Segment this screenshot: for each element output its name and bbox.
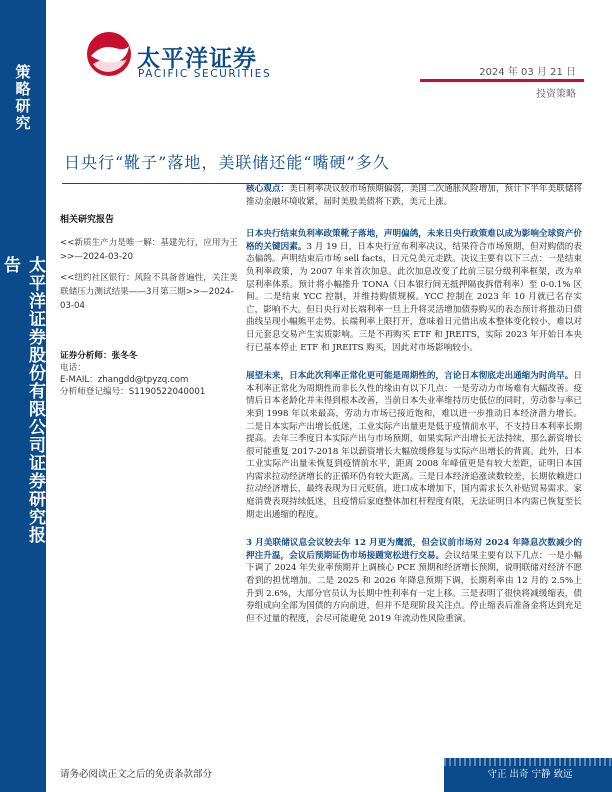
sidebar-category-label: 策略研究	[13, 64, 32, 132]
sidebar-org-label: 太平洋证券股份有限公司证券研究报告	[0, 256, 45, 544]
section-paragraph	[246, 537, 582, 625]
summary-paragraph	[246, 183, 582, 208]
summary-text: 美日利率决议较市场预期偏弱，美国二次通胀风险增加，预计下半年美联储将推动金融环境收紧，届时美股美债将下跌，美元上涨。	[246, 184, 582, 207]
brand-name-cn: 太平洋证券	[137, 46, 257, 72]
analyst-name: 张冬冬	[111, 351, 138, 361]
sidebar-org	[0, 256, 46, 556]
summary-head: 核心观点：	[246, 184, 290, 194]
section-head: 展望未来，日本此次利率正常化更可能是周期性的，言论日本彻底走出通缩为时尚早。	[246, 371, 574, 382]
analyst-email[interactable]: E-MAIL：zhangdd@tpyzq.com	[60, 375, 189, 385]
report-type: 投资策略	[536, 89, 576, 100]
header-divider	[420, 79, 584, 82]
analyst-label: 证券分析师：	[60, 351, 112, 361]
related-item[interactable]: <<纽约社区银行：风险不具备普遍性，关注美联储压力测试结果——3月第三期>>—2024-03-04	[60, 273, 238, 311]
section-paragraph	[246, 370, 582, 521]
section-paragraph	[246, 228, 582, 354]
page-title: 日央行“靴子”落地，美联储还能“嘴硬”多久	[64, 153, 390, 172]
section-head: 日本央行结束负利率政策靴子落地，声明偏鸽，未来日央行政策难以成为影响全球资产价格的关键因素。	[246, 229, 582, 252]
brand-name-en: PACIFIC SECURITIES	[138, 68, 272, 80]
section-text: 3 月 19 日，日本央行宣布利率决议，结果符合市场预期，但对购债的表态偏鸽。声明结束后市场 sell facts，日元兑美元走跌。决议主要有以下三点：一是结束负利率政策，为 2007 年来首次加息。此次加息改变了此前三层分级利率框架，改为单层利率体系。预计将小幅推升 TONA（日本银行间无抵押隔夜拆借利率）至 0-0.1% 区间。二是结束 YCC 控制，并维持购债规模。YCC 控制在 2023 年 10 月就已名存实亡，影响不大。但日央行对长端利率一旦上升将灵活增加债券购买的表态预计将推动日债曲线呈现小幅熊平走势。长端利率上限打开，意味着日元借出成本整体变化较小，难以对日元套息交易产生实质影响。三是不再购买 ETF 和 JREITS，实际 2023 年开始日本央行已基本停止 ETF 和 JREITS 购买，因此对市场影响较小。	[246, 241, 582, 353]
footer-pattern	[444, 758, 612, 766]
section-head: 3 月美联储议息会议较去年 12 月更为鹰派，但会议前市场对 2024 年降息次数减少的押注升温，会议后预期证伪市场接踵宽松进行交易。	[246, 538, 582, 561]
company-logo-icon	[85, 30, 133, 78]
report-date: 2024 年 03 月 21 日	[479, 67, 576, 78]
analyst-info	[60, 350, 238, 398]
section-text: 会议结果主要有以下几点：一是小幅下调了 2024 年失业率预期并上调核心 PCE 预期和经济增长预期，说明联储对经济不愿看到的担忧增加。二是 2025 和 2026 年降息预期下调，长期利率由 12 月的 2.5%上升到 2.6%，大部分官员认为长期中性利率有一定上移。三是表明了很快将减缓缩表，债券组成向全部为国债的方向前进，但并不是现阶段关注点。停止缩表后准备金将达到充足但不过量的程度，会尽可能避免 2019 年流动性风险重演。	[246, 550, 582, 624]
analyst-reg: 分析师登记编号：S1190522040001	[60, 387, 206, 397]
related-item[interactable]: <<新质生产力是唯一解：基建先行，应用为王>>—2024-03-20	[60, 238, 238, 262]
related-heading: 相关研究报告	[60, 215, 115, 225]
related-reports	[60, 212, 238, 320]
report-body	[246, 183, 582, 633]
footer-disclaimer: 请务必阅读正文之后的免责条款部分	[60, 769, 213, 780]
sidebar-category	[0, 64, 46, 144]
section-text: 日本利率正常化为周期性而非长久性的缘由有以下几点：一是劳动力市场难有大幅改善。疫情后日本老龄化并未得到根本改善，当前日本失业率维持历史低位的同时，劳动参与率已来到 1998 年以来最高，劳动力市场已接近饱和，难以进一步推动日本经济潜力增长。二是日本实际产出增长低迷，工业实际产出量更是低于疫情前水平，不支持日本利率长期提高。去年三季度日本实际产出与市场预期，如果实际产出增长无法持续，那么薪资增长很可能重复 2017-2018 年以薪资增长大幅放缓修复与实际产出增长的背离。此外，日本工业实际产出量未恢复到疫情前水平，距离 2008 年峰值更是有较大差距，证明日本国内需求拉动经济增长的正循环仍有较大距离。三是日本经济追涨读数较差，长期依赖进口拉动经济增长，最终表现为日元贬值，进口成本增加下，国内需求长久补贴贸易需求。家庭消费表现持续低迷，且疫情后家庭整体加杠杆程度有限，无法证明日本内需已恢复至长期走出通缩的程度。	[246, 371, 582, 520]
footer-slogan: 守正 出奇 宁静 致远	[487, 769, 573, 780]
analyst-phone: 电话：	[60, 363, 86, 373]
